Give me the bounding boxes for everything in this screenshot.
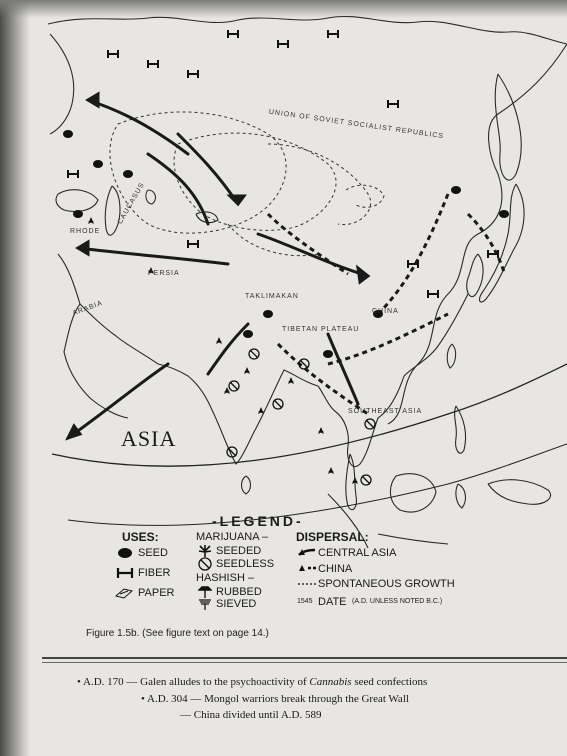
caucasus-label: CAUCASUS [116,181,147,226]
seed-marker [323,350,333,358]
spontaneous-growth-zone-1 [110,112,286,233]
timeline-entry-170 [77,676,427,688]
philippines [455,406,466,453]
arrowhead-1 [230,196,244,204]
arctic-coastline [48,16,567,44]
sieved-hashish-icon [198,598,212,610]
java [378,534,448,544]
central-asia-arrow-icon [297,547,317,557]
fiber-marker [188,240,198,248]
arrowhead-2 [88,94,98,106]
fiber-label: FIBER [138,567,171,579]
dispersal-arrow-3 [258,234,368,276]
china-dispersal-3 [268,214,348,274]
divider-rule-thin [42,662,567,663]
uses-heading: USES: [122,530,159,544]
sieved-label: SIEVED [216,598,257,610]
seedless-marker [229,381,239,391]
marijuana-heading: MARIJUANA – [196,531,269,543]
paper-label: PAPER [138,587,175,599]
fiber-marker [68,170,78,178]
divider-rule-thick [42,657,567,659]
seeded-leaf-marker [328,467,334,474]
taklimakan-label: TAKLIMAKAN [245,293,299,300]
spontaneous-label: SPONTANEOUS GROWTH [318,578,455,590]
china-arrow-icon [297,563,317,573]
rhode-label: RHODE [70,228,101,235]
seeded-leaf-marker [88,217,94,224]
seedless-icon [198,557,212,571]
tibetan-plateau-label: TIBETAN PLATEAU [282,326,360,333]
indochina [318,376,404,467]
spontaneous-line-icon [297,581,317,587]
rubbed-hashish-icon [198,586,212,598]
fiber-marker [228,30,238,38]
ussr-label: UNION OF SOVIET SOCIALIST REPUBLICS [268,108,445,141]
equator-line [68,444,567,525]
aral-sea [146,190,156,204]
seedless-marker [249,349,259,359]
spontaneous-growth-zone-4 [346,185,384,207]
china-map-label: CHINA [372,308,399,315]
date-label: DATE [318,596,347,608]
page-gutter-shadow [0,0,30,756]
seedless-label: SEEDLESS [216,558,275,570]
date-note: (A.D. UNLESS NOTED B.C.) [352,598,443,605]
seed-marker [499,210,509,218]
arabia-label: ARABIA [71,299,104,318]
seed-icon [116,547,134,559]
red-sea-coast [58,254,80,304]
taiwan [447,344,455,368]
fiber-marker [148,60,158,68]
black-sea [56,190,98,212]
kamchatka [495,74,521,180]
seeded-label: SEEDED [216,545,262,557]
seedless-marker [273,399,283,409]
seed-marker [63,130,73,138]
china-dispersal-2 [328,314,448,364]
scandinavia [50,34,74,134]
dispersal-heading: DISPERSAL: [296,530,369,544]
dispersal-arrow-5 [208,324,248,374]
china-coast [404,294,468,376]
seeded-leaf-marker [288,377,294,384]
fiber-marker [388,100,398,108]
dispersal-arrow-7 [328,334,358,404]
fiber-marker [108,50,118,58]
arrowhead-4 [78,242,88,254]
seeded-leaf-marker [258,407,264,414]
seedless-marker [361,475,371,485]
spontaneous-growth-zone-3 [268,144,371,225]
timeline-entry-304: • A.D. 304 — Mongol warriors break through the Great Wall [141,693,409,705]
asia-title: ASIA [121,426,177,451]
asia-dispersal-map [28,14,567,554]
hashish-heading: HASHISH – [196,572,255,584]
persia-label: PERSIA [148,270,180,277]
seedless-marker [365,419,375,429]
fiber-icon [116,567,134,579]
dispersal-arrow-1 [178,134,238,204]
sri-lanka [242,476,251,494]
china-label: CHINA [318,563,353,575]
southeast-asia-label: SOUTHEAST ASIA [348,408,423,415]
fiber-marker [328,30,338,38]
seeded-leaf-marker [216,337,222,344]
central-asia-label: CENTRAL ASIA [318,547,397,559]
seed-marker [123,170,133,178]
korea [467,254,483,297]
legend-title: -LEGEND- [212,513,304,529]
fiber-marker [188,70,198,78]
india-coast [158,364,318,464]
seed-marker [263,310,273,318]
seed-marker [451,186,461,194]
sulawesi [456,484,466,508]
seed-marker [73,210,83,218]
fiber-marker [428,290,438,298]
borneo [390,474,436,512]
timeline-170-suffix: seed confections [351,676,428,688]
arabia-coast [64,304,158,418]
seeded-leaf-marker [244,367,250,374]
fiber-marker [278,40,288,48]
caspian-sea [105,186,120,235]
dispersal-arrow-4 [78,248,228,264]
timeline-entry-589: — China divided until A.D. 589 [180,709,322,721]
arrowhead-3 [358,268,368,282]
figure-caption: Figure 1.5b. (See figure text on page 14.) [86,628,269,639]
new-guinea [488,480,551,505]
dispersal-arrow-2 [88,100,188,154]
paper-icon [114,587,134,599]
rubbed-label: RUBBED [216,586,262,598]
timeline-170-text: • A.D. 170 — Galen alludes to the psychoactivity of [77,676,310,688]
seed-label: SEED [138,547,168,559]
timeline-170-italic: Cannabis [309,676,352,688]
arrowhead-6 [68,426,80,438]
date-sample: 1545 [297,598,313,605]
seed-marker [243,330,253,338]
seed-marker [93,160,103,168]
seeded-leaf-marker [318,427,324,434]
